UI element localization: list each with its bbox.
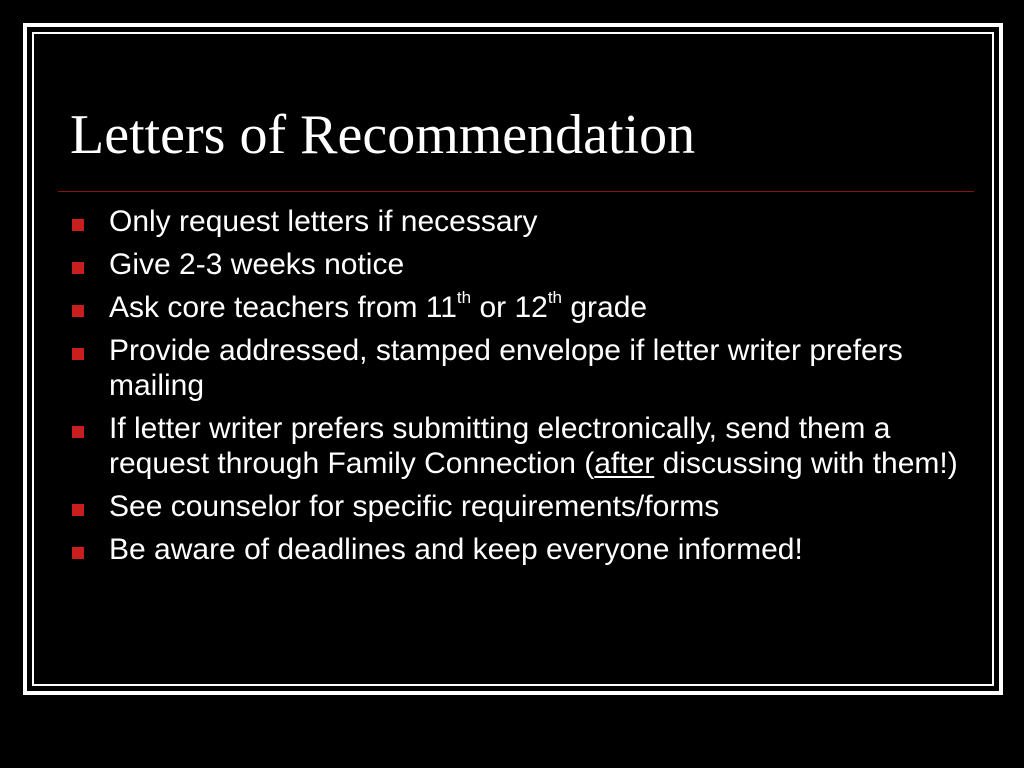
bullet-text-part: If letter writer prefers submitting electronically, send them a request through Family Connection (	[109, 412, 891, 480]
slide-title: Letters of Recommendation	[70, 104, 696, 166]
bullet-square-icon	[72, 426, 84, 438]
bullet-item	[70, 204, 960, 239]
bullet-text-part: or 12	[471, 291, 548, 324]
bullet-item	[70, 411, 960, 481]
bullet-text: Only request letters if necessary	[109, 205, 538, 238]
bullet-item	[70, 532, 960, 567]
title-divider	[58, 191, 974, 192]
bullet-text: Provide addressed, stamped envelope if letter writer prefers mailing	[109, 334, 903, 402]
bullet-text	[109, 412, 958, 480]
bullet-list	[70, 204, 960, 575]
bullet-square-icon	[72, 348, 84, 360]
bullet-text-part: Ask core teachers from 11	[109, 291, 457, 324]
bullet-text: Give 2-3 weeks notice	[109, 248, 405, 281]
ordinal-suffix: th	[547, 288, 563, 307]
bullet-square-icon	[72, 504, 84, 516]
bullet-text-part: grade	[562, 291, 648, 324]
bullet-square-icon	[72, 305, 84, 317]
bullet-square-icon	[72, 262, 84, 274]
bullet-square-icon	[72, 547, 84, 559]
bullet-item	[70, 247, 960, 282]
bullet-text: Be aware of deadlines and keep everyone informed!	[109, 533, 803, 566]
bullet-text: See counselor for specific requirements/forms	[109, 490, 720, 523]
bullet-square-icon	[72, 219, 84, 231]
bullet-item	[70, 489, 960, 524]
ordinal-suffix: th	[456, 288, 472, 307]
bullet-item	[70, 333, 960, 403]
bullet-item	[70, 290, 960, 325]
bullet-text	[109, 288, 648, 324]
bullet-text-part: discussing with them!)	[654, 447, 958, 480]
underlined-emphasis: after	[594, 447, 655, 480]
